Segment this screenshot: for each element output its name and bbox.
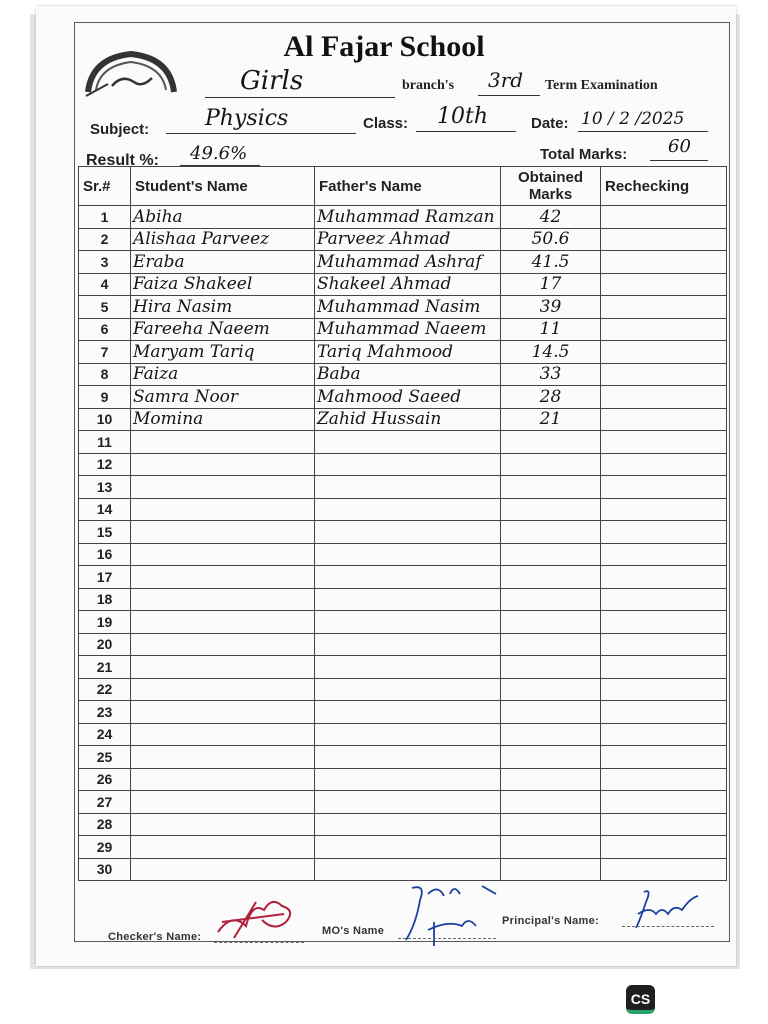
term-value: 3rd	[488, 68, 524, 92]
rechecking-cell	[601, 228, 727, 251]
student-name-cell	[131, 453, 315, 476]
student-name-cell	[131, 836, 315, 859]
mo-sign-line	[398, 938, 496, 939]
student-name-cell	[131, 543, 315, 566]
student-name-cell: Eraba	[131, 251, 315, 274]
sr-cell: 1	[79, 206, 131, 229]
branch-underline	[205, 97, 395, 98]
rechecking-cell	[601, 633, 727, 656]
father-name-cell	[315, 453, 501, 476]
student-name-cell	[131, 723, 315, 746]
sr-cell: 7	[79, 341, 131, 364]
rechecking-cell	[601, 453, 727, 476]
student-name-cell	[131, 656, 315, 679]
table-row	[79, 768, 727, 791]
father-name-cell	[315, 791, 501, 814]
sr-cell: 20	[79, 633, 131, 656]
term-underline	[478, 95, 540, 96]
sr-cell: 18	[79, 588, 131, 611]
results-table	[78, 166, 726, 881]
table-row	[79, 813, 727, 836]
rechecking-cell	[601, 498, 727, 521]
principal-name-label: Principal's Name:	[502, 915, 599, 927]
header-student-name: Student's Name	[131, 167, 315, 206]
student-name-cell: Maryam Tariq	[131, 341, 315, 364]
sr-cell: 22	[79, 678, 131, 701]
table-row	[79, 723, 727, 746]
father-name-cell	[315, 656, 501, 679]
obtained-marks-cell	[501, 701, 601, 724]
father-name-cell	[315, 498, 501, 521]
subject-underline	[166, 133, 356, 134]
obtained-marks-cell	[501, 791, 601, 814]
student-name-cell	[131, 588, 315, 611]
table-row	[79, 521, 727, 544]
father-name-cell	[315, 678, 501, 701]
father-name-cell: Muhammad Ramzan	[315, 206, 501, 229]
student-name-cell	[131, 701, 315, 724]
father-name-cell	[315, 476, 501, 499]
header-obtained-marks: Obtained Marks	[501, 167, 601, 206]
table-row	[79, 453, 727, 476]
obtained-marks-cell	[501, 723, 601, 746]
date-underline	[578, 131, 708, 132]
sr-cell: 5	[79, 296, 131, 319]
result-value: 49.6%	[190, 143, 248, 164]
sr-cell: 3	[79, 251, 131, 274]
total-marks-underline	[650, 160, 708, 161]
father-name-cell: Tariq Mahmood	[315, 341, 501, 364]
header-sr: Sr.#	[79, 167, 131, 206]
table-row	[79, 633, 727, 656]
subject-value: Physics	[205, 106, 289, 131]
rechecking-cell	[601, 476, 727, 499]
student-name-cell	[131, 768, 315, 791]
obtained-marks-cell: 17	[501, 273, 601, 296]
obtained-marks-cell	[501, 633, 601, 656]
obtained-marks-cell: 42	[501, 206, 601, 229]
student-name-cell: Abiha	[131, 206, 315, 229]
sr-cell: 11	[79, 431, 131, 454]
rechecking-cell	[601, 588, 727, 611]
sr-cell: 4	[79, 273, 131, 296]
rechecking-cell	[601, 341, 727, 364]
obtained-marks-cell	[501, 858, 601, 881]
father-name-cell	[315, 768, 501, 791]
rechecking-cell	[601, 701, 727, 724]
father-name-cell: Muhammad Ashraf	[315, 251, 501, 274]
school-name: Al Fajar School	[283, 30, 485, 63]
rechecking-cell	[601, 273, 727, 296]
sr-cell: 2	[79, 228, 131, 251]
rechecking-cell	[601, 408, 727, 431]
father-name-cell: Muhammad Naeem	[315, 318, 501, 341]
rechecking-cell	[601, 543, 727, 566]
father-name-cell: Baba	[315, 363, 501, 386]
rechecking-cell	[601, 813, 727, 836]
table-row	[79, 498, 727, 521]
table-row	[79, 656, 727, 679]
rechecking-cell	[601, 611, 727, 634]
class-label: Class:	[363, 115, 409, 132]
branch-label: branch's	[402, 78, 455, 93]
obtained-marks-cell: 11	[501, 318, 601, 341]
student-name-cell: Fareeha Naeem	[131, 318, 315, 341]
table-row	[79, 408, 727, 431]
rechecking-cell	[601, 836, 727, 859]
student-name-cell	[131, 431, 315, 454]
sr-cell: 14	[79, 498, 131, 521]
father-name-cell	[315, 611, 501, 634]
student-name-cell: Alishaa Parveez	[131, 228, 315, 251]
obtained-marks-cell	[501, 656, 601, 679]
branch-value: Girls	[240, 66, 304, 96]
obtained-marks-cell	[501, 521, 601, 544]
obtained-marks-cell	[501, 588, 601, 611]
table-row	[79, 206, 727, 229]
obtained-marks-cell: 14.5	[501, 341, 601, 364]
date-label: Date:	[531, 115, 569, 132]
student-name-cell	[131, 858, 315, 881]
sr-cell: 23	[79, 701, 131, 724]
sr-cell: 25	[79, 746, 131, 769]
date-value: 10 / 2 /2025	[581, 109, 685, 129]
term-label: Term Examination	[545, 78, 658, 93]
student-name-cell: Faiza	[131, 363, 315, 386]
principal-signature	[630, 884, 702, 932]
rechecking-cell	[601, 566, 727, 589]
total-marks-value: 60	[668, 136, 691, 157]
subject-label: Subject:	[90, 121, 150, 138]
obtained-marks-cell	[501, 678, 601, 701]
mo-name-label: MO's Name	[322, 925, 385, 937]
student-name-cell	[131, 678, 315, 701]
rechecking-cell	[601, 858, 727, 881]
sr-cell: 19	[79, 611, 131, 634]
sr-cell: 16	[79, 543, 131, 566]
rechecking-cell	[601, 521, 727, 544]
rechecking-cell	[601, 791, 727, 814]
mo-signature	[398, 880, 510, 950]
header-rechecking: Rechecking	[601, 167, 727, 206]
rechecking-cell	[601, 768, 727, 791]
checker-sign-line	[214, 942, 304, 943]
class-underline	[416, 131, 516, 132]
obtained-marks-cell	[501, 836, 601, 859]
student-name-cell	[131, 746, 315, 769]
father-name-cell	[315, 566, 501, 589]
rechecking-cell	[601, 363, 727, 386]
table-row	[79, 701, 727, 724]
obtained-marks-cell	[501, 746, 601, 769]
obtained-marks-cell: 33	[501, 363, 601, 386]
rechecking-cell	[601, 386, 727, 409]
obtained-marks-cell	[501, 453, 601, 476]
table-row	[79, 431, 727, 454]
father-name-cell	[315, 858, 501, 881]
student-name-cell: Hira Nasim	[131, 296, 315, 319]
father-name-cell	[315, 723, 501, 746]
table-row	[79, 746, 727, 769]
obtained-marks-cell: 21	[501, 408, 601, 431]
rechecking-cell	[601, 431, 727, 454]
rechecking-cell	[601, 723, 727, 746]
father-name-cell: Parveez Ahmad	[315, 228, 501, 251]
sr-cell: 13	[79, 476, 131, 499]
rechecking-cell	[601, 746, 727, 769]
obtained-marks-cell	[501, 611, 601, 634]
table-row	[79, 341, 727, 364]
obtained-marks-cell	[501, 431, 601, 454]
father-name-cell	[315, 431, 501, 454]
sr-cell: 17	[79, 566, 131, 589]
table-row	[79, 318, 727, 341]
obtained-marks-cell: 28	[501, 386, 601, 409]
table-row	[79, 273, 727, 296]
sr-cell: 10	[79, 408, 131, 431]
sr-cell: 9	[79, 386, 131, 409]
table-row	[79, 251, 727, 274]
table-row	[79, 476, 727, 499]
student-name-cell: Faiza Shakeel	[131, 273, 315, 296]
obtained-marks-cell: 41.5	[501, 251, 601, 274]
table-row	[79, 611, 727, 634]
sr-cell: 21	[79, 656, 131, 679]
father-name-cell: Zahid Hussain	[315, 408, 501, 431]
obtained-marks-cell	[501, 566, 601, 589]
father-name-cell: Mahmood Saeed	[315, 386, 501, 409]
sr-cell: 29	[79, 836, 131, 859]
father-name-cell	[315, 813, 501, 836]
class-value: 10th	[437, 104, 489, 129]
camscanner-badge: CS	[626, 985, 655, 1014]
table-row	[79, 228, 727, 251]
table-row	[79, 543, 727, 566]
result-label: Result %:	[86, 152, 159, 169]
student-name-cell	[131, 521, 315, 544]
table-row	[79, 836, 727, 859]
father-name-cell: Muhammad Nasim	[315, 296, 501, 319]
sr-cell: 24	[79, 723, 131, 746]
header-father-name: Father's Name	[315, 167, 501, 206]
rechecking-cell	[601, 318, 727, 341]
obtained-marks-cell	[501, 813, 601, 836]
table-row	[79, 386, 727, 409]
obtained-marks-cell	[501, 498, 601, 521]
student-name-cell	[131, 633, 315, 656]
rechecking-cell	[601, 656, 727, 679]
father-name-cell	[315, 521, 501, 544]
rechecking-cell	[601, 678, 727, 701]
father-name-cell	[315, 701, 501, 724]
rechecking-cell	[601, 206, 727, 229]
student-name-cell: Samra Noor	[131, 386, 315, 409]
total-marks-label: Total Marks:	[540, 146, 628, 163]
table-row	[79, 678, 727, 701]
table-row	[79, 363, 727, 386]
sr-cell: 27	[79, 791, 131, 814]
sr-cell: 30	[79, 858, 131, 881]
sr-cell: 15	[79, 521, 131, 544]
table-row	[79, 296, 727, 319]
student-name-cell	[131, 611, 315, 634]
obtained-marks-cell: 39	[501, 296, 601, 319]
obtained-marks-cell	[501, 543, 601, 566]
father-name-cell	[315, 836, 501, 859]
student-name-cell	[131, 566, 315, 589]
student-name-cell	[131, 813, 315, 836]
sr-cell: 6	[79, 318, 131, 341]
rechecking-cell	[601, 296, 727, 319]
student-name-cell: Momina	[131, 408, 315, 431]
sr-cell: 12	[79, 453, 131, 476]
father-name-cell	[315, 633, 501, 656]
obtained-marks-cell	[501, 768, 601, 791]
father-name-cell	[315, 746, 501, 769]
table-row	[79, 588, 727, 611]
rechecking-cell	[601, 251, 727, 274]
principal-sign-line	[622, 926, 714, 927]
sr-cell: 26	[79, 768, 131, 791]
obtained-marks-cell	[501, 476, 601, 499]
student-name-cell	[131, 476, 315, 499]
table-header-row	[79, 167, 727, 206]
father-name-cell	[315, 543, 501, 566]
father-name-cell: Shakeel Ahmad	[315, 273, 501, 296]
table-row	[79, 858, 727, 881]
obtained-marks-cell: 50.6	[501, 228, 601, 251]
student-name-cell	[131, 498, 315, 521]
student-name-cell	[131, 791, 315, 814]
sr-cell: 28	[79, 813, 131, 836]
table-row	[79, 566, 727, 589]
checker-name-label: Checker's Name:	[108, 931, 202, 943]
table-row	[79, 791, 727, 814]
checker-signature	[212, 892, 302, 944]
sr-cell: 8	[79, 363, 131, 386]
father-name-cell	[315, 588, 501, 611]
